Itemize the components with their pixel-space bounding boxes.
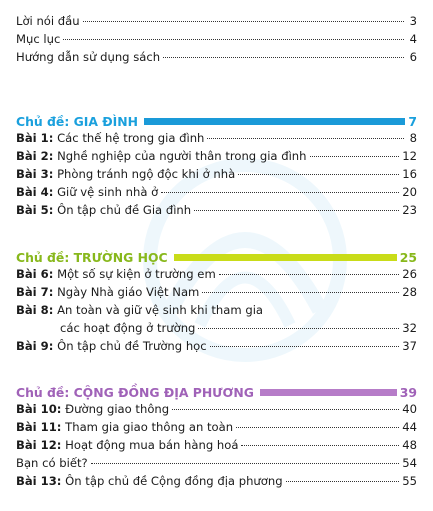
toc-row-lesson-5[interactable]	[16, 203, 417, 218]
toc-row-label: Hướng dẫn sử dụng sách	[16, 50, 161, 64]
section-color-bar	[144, 118, 405, 125]
toc-leader-dots	[236, 427, 399, 428]
toc-leader-dots	[63, 39, 404, 40]
toc-row-lesson-11[interactable]	[16, 420, 417, 435]
lesson-title: Ôn tập chủ đề Cộng đồng địa phương	[65, 474, 283, 488]
toc-page-number: 26	[402, 267, 417, 281]
lesson-title: Hoạt động mua bán hàng hoá	[65, 438, 239, 452]
toc-leader-dots	[161, 192, 399, 193]
toc-row-contents[interactable]	[16, 32, 417, 47]
toc-row-lesson-13[interactable]	[16, 474, 417, 489]
lesson-number: Bài 4:	[16, 185, 54, 199]
toc-row-lesson-2[interactable]	[16, 149, 417, 164]
toc-leader-dots	[207, 138, 404, 139]
toc-page-number: 8	[409, 131, 417, 145]
lesson-title: Tham gia giao thông an toàn	[65, 420, 234, 434]
lesson-title: Đường giao thông	[65, 402, 170, 416]
lesson-title: Nghề nghiệp của người thân trong gia đình	[57, 149, 307, 163]
toc-leader-dots	[310, 156, 400, 157]
section-page-number: 7	[408, 113, 417, 129]
toc-page-number: 40	[402, 402, 417, 416]
lesson-title: Phòng tránh ngộ độc khi ở nhà	[57, 167, 236, 181]
toc-row-did-you-know[interactable]	[16, 456, 417, 471]
toc-leader-dots	[202, 292, 399, 293]
toc-leader-dots	[241, 445, 399, 446]
section-title: Chủ đề: TRƯỜNG HỌC	[16, 249, 168, 265]
lesson-title: Ngày Nhà giáo Việt Nam	[57, 285, 200, 299]
toc-leader-dots	[172, 409, 399, 410]
toc-row-lesson-8[interactable]	[16, 303, 417, 318]
toc-row-lesson-8-continued[interactable]	[16, 321, 417, 336]
section-page-number: 39	[399, 384, 417, 400]
lesson-title: Giữ vệ sinh nhà ở	[57, 185, 159, 199]
toc-page-number: 32	[402, 321, 417, 335]
toc-leader-dots	[238, 174, 399, 175]
toc-page-number: 54	[402, 456, 417, 470]
lesson-number: Bài 13:	[16, 474, 62, 488]
toc-page-number: 23	[402, 203, 417, 217]
lesson-title: An toàn và giữ vệ sinh khi tham gia	[57, 303, 264, 317]
lesson-number: Bài 2:	[16, 149, 54, 163]
toc-leader-dots	[91, 463, 400, 464]
toc-row-lesson-10[interactable]	[16, 402, 417, 417]
lesson-title: Ôn tập chủ đề Gia đình	[57, 203, 192, 217]
section-page-number: 25	[399, 249, 417, 265]
lesson-number: Bài 6:	[16, 267, 54, 281]
toc-leader-dots	[210, 346, 400, 347]
toc-row-lesson-4[interactable]	[16, 185, 417, 200]
section-color-bar	[174, 254, 397, 261]
section-heading-school[interactable]	[16, 248, 417, 266]
toc-page-number: 20	[402, 185, 417, 199]
lesson-title: Một số sự kiện ở trường em	[57, 267, 216, 281]
toc-leader-dots	[194, 210, 399, 211]
toc-row-label: Lời nói đầu	[16, 14, 80, 28]
toc-page-number: 44	[402, 420, 417, 434]
lesson-title-continuation: các hoạt động ở trường	[60, 321, 196, 335]
toc-page-number: 16	[402, 167, 417, 181]
toc-page-number: 48	[402, 438, 417, 452]
section-title: Chủ đề: GIA ĐÌNH	[16, 113, 139, 129]
lesson-number: Bài 1:	[16, 131, 54, 145]
toc-leader-dots	[198, 328, 399, 329]
toc-row-lesson-3[interactable]	[16, 167, 417, 182]
toc-row-lesson-6[interactable]	[16, 267, 417, 282]
toc-row-lesson-12[interactable]	[16, 438, 417, 453]
toc-row-intro[interactable]	[16, 14, 417, 29]
toc-leader-dots	[219, 274, 399, 275]
toc-page-number: 6	[409, 50, 417, 64]
lesson-number: Bài 5:	[16, 203, 54, 217]
toc-row-lesson-1[interactable]	[16, 131, 417, 146]
lesson-title: Bạn có biết?	[16, 456, 88, 470]
toc-leader-dots	[163, 57, 404, 58]
lesson-number: Bài 7:	[16, 285, 54, 299]
lesson-number: Bài 12:	[16, 438, 62, 452]
lesson-number: Bài 10:	[16, 402, 62, 416]
lesson-number: Bài 9:	[16, 339, 54, 353]
lesson-title: Ôn tập chủ đề Trường học	[57, 339, 207, 353]
section-title: Chủ đề: CỘNG ĐỒNG ĐỊA PHƯƠNG	[16, 384, 254, 400]
toc-page-number: 4	[409, 32, 417, 46]
section-color-bar	[260, 389, 397, 396]
toc-page-number: 37	[402, 339, 417, 353]
toc-page-number: 3	[409, 14, 417, 28]
lesson-number: Bài 8:	[16, 303, 54, 317]
toc-leader-dots	[286, 481, 400, 482]
lesson-number: Bài 11:	[16, 420, 62, 434]
lesson-number: Bài 3:	[16, 167, 54, 181]
toc-row-label: Mục lục	[16, 32, 61, 46]
lesson-title: Các thế hệ trong gia đình	[57, 131, 205, 145]
toc-page-number: 55	[402, 474, 417, 488]
toc-page-number: 12	[402, 149, 417, 163]
toc-row-lesson-7[interactable]	[16, 285, 417, 300]
toc-row-lesson-9[interactable]	[16, 339, 417, 354]
section-heading-family[interactable]	[16, 112, 417, 130]
toc-page-number: 28	[402, 285, 417, 299]
section-heading-community[interactable]	[16, 383, 417, 401]
toc-row-guide[interactable]	[16, 50, 417, 65]
toc-leader-dots	[83, 21, 404, 22]
